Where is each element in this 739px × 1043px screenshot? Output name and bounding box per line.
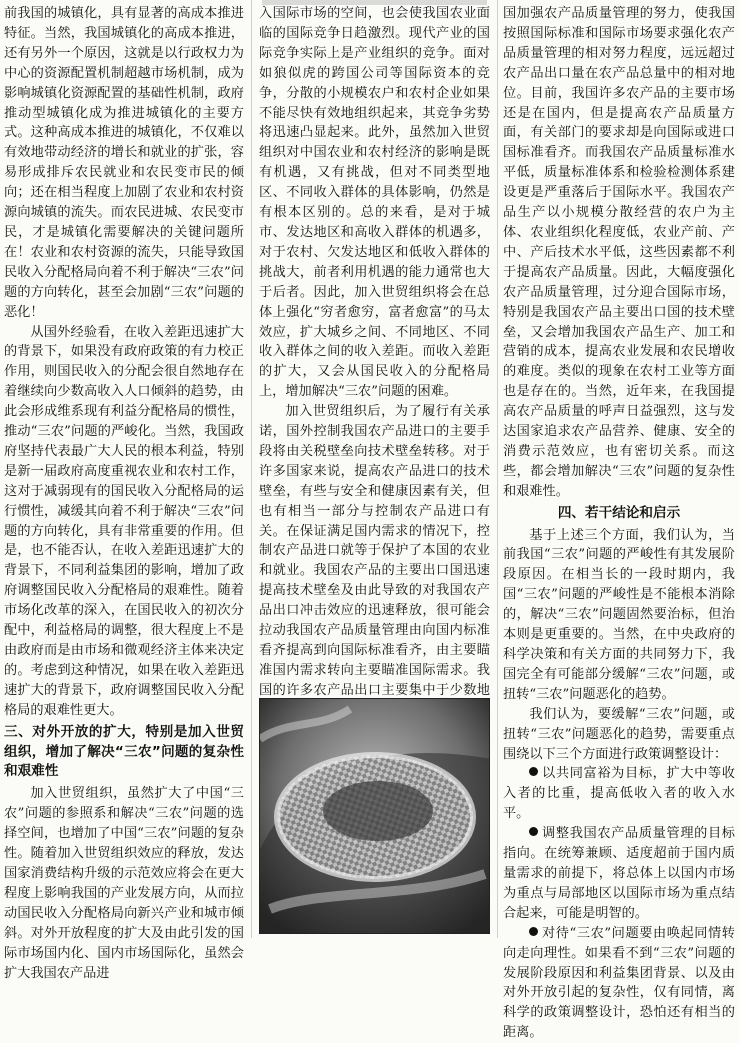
section-heading-4: 四、若干结论和启示	[557, 504, 681, 521]
bullet-dot-icon	[529, 767, 538, 776]
bullet-item: 调整我国农产品质量管理的目标指向。在统筹兼顾、适度超前于国内质量需求的前提下，将总体上以国内市场为重点与局部地区以国际市场为重点结合起来，可能是明智的。	[503, 826, 735, 921]
article-column-3	[503, 4, 735, 1043]
bullet-item: 对待“三农”问题要由唤起同情转向走向理性。如果看不到“三农”问题的发展阶段原因和利益集团背景、以及由对外开放引起的复杂性，仅有同情，离科学的政策调整设计，恐怕还有相当的距离。	[503, 925, 735, 1041]
article-column-1	[4, 4, 244, 983]
paragraph: 加入世贸组织后，为了履行有关承诺，国外控制我国农产品进口的主要手段将由关税壁垒向技术壁垒转移。对于许多国家来说，提高农产品进口的技术壁垒，有些与安全和健康因素有关，但也有相当一部分与控制农产品进口有关。在保证满足国内需求的情况下，控制农产品进口就等于保护了本国的农业和就业。我国农产品的主要出口国迅速提高技术壁垒及由此导致的对我国农产品出口冲击效应的迅速释放，很可能会拉动我国农产品质量管理由向国内标准看齐提高到向国际标准看齐，由主要瞄准国内需求转向主要瞄准国际需求。我国的许多农产品出口主要集中于少数地	[259, 404, 490, 698]
woven-basket-photo	[260, 699, 490, 934]
illustration-photo	[259, 698, 490, 934]
section-heading-3: 三、对外开放的扩大，特别是加入世贸组织，增加了解决“三农”问题的复杂性和艰难性	[4, 723, 244, 780]
article-column-2	[259, 4, 490, 760]
paragraph: 国加强农产品质量管理的努力，使我国按照国际标准和国际市场要求强化农产品质量管理的相对努力程度，远远超过农产品出口量在农产品总量中的相对地位。目前，我国许多农产品的主要市场还是在国内，但是提高农产品质量方面，有关部门的要求却是向国际或进口国标准看齐。而我国农产品质量标准水平低，质量标准体系和检验检测体系建设更是严重落后于国际水平。我国农产品生产以小规模分散经营的农户为主体、农业组织化程度低，农业产前、产中、产后技术水平低，这些因素都不利于提高农产品质量。因此，大幅度强化农产品质量管理，过分迎合国际市场，特别是我国农产品主要出口国的技术壁垒，又会增加我国农产品生产、加工和营销的成本，提高农业发展和农民增收的难度。类似的现象在农村工业等方面也是存在的。当然，近年来，在我国提高农产品质量的呼声日益强烈，这与发达国家追求农产品营养、健康、安全的消费示范效应，也有密切关系。而这些，都会增加解决“三农”问题的复杂性和艰难性。	[503, 6, 735, 499]
bullet-dot-icon	[529, 827, 538, 836]
paragraph: 基于上述三个方面，我们认为，当前我国“三农”问题的严峻性有其发展阶段原因。在相当长的一段时期内，我国“三农”问题的严峻性是不能根本消除的，解决“三农”问题固然要治标，但治本则是更重要的。当然，在中央政府的科学决策和有关方面的共同努力下，我国完全有可能部分缓解“三农”问题，或扭转“三农”问题恶化的趋势。	[503, 527, 735, 702]
bullet-item: 以共同富裕为目标，扩大中等收入者的比重，提高低收入者的收入水平。	[503, 766, 735, 822]
paragraph: 我们认为，要缓解“三农”问题，或扭转“三农”问题恶化的趋势，需要重点围绕以下三个方面进行政策调整设计：	[503, 706, 735, 762]
column-divider	[251, 0, 252, 938]
paragraph: 从国外经验看，在收入差距迅速扩大的背景下，如果没有政府政策的有力校正作用，则国民收入的分配会很自然地存在着继续向少数高收入人口倾斜的趋势，由此会形成维系现有利益分配格局的惯性，推动“三农”问题的严峻化。当然，我国政府坚持代表最广大人民的根本利益，特别是新一届政府高度重视农业和农村工作，这对于减弱现有的国民收入分配格局的运行惯性，减缓其向着不利于解决“三农”问题的方向转化，具有非常重要的作用。但是，也不能否认，在收入差距迅速扩大的背景下，不同利益集团的影响，增加了政府调整国民收入分配格局的艰难性。随着市场化改革的深入，在国民收入的初次分配中，利益格局的调整，很大程度上不是由政府而是由市场和微观经济主体来决定的。考虑到这种情况，如果在收入差距迅速扩大的背景下，政府调整国民收入分配格局的艰难性更大。	[4, 324, 244, 718]
column-divider	[497, 0, 498, 938]
bullet-dot-icon	[529, 927, 538, 936]
paragraph: 入国际市场的空间，也会使我国农业面临的国际竞争日趋激烈。现代产业的国际竞争实际上是产业组织的竞争。面对如狼似虎的跨国公司等国际资本的竞争，分散的小规模农户和农村企业如果不能尽快有效地组织起来，其竞争劣势将迅速凸显起来。此外，虽然加入世贸组织对中国农业和农村经济的影响是既有机遇，又有挑战，但对不同类型地区、不同收入群体的具体影响，仍然是有根本区别的。总的来看，是对于城市、发达地区和高收入群体的机遇多，对于农村、欠发达地区和低收入群体的挑战大，前者利用机遇的能力通常也大于后者。因此，加入世贸组织将会在总体上强化“穷者愈穷，富者愈富”的马太效应，扩大城乡之间、不同地区、不同收入群体之间的收入差距。而收入差距的扩大，又会从国民收入的分配格局上，增加解决“三农”问题的困难。	[259, 6, 490, 400]
paragraph: 加入世贸组织，虽然扩大了中国“三农”问题的参照系和解决“三农”问题的选择空间，也增加了中国“三农”问题的复杂性。随着加入世贸组织效应的释放，发达国家消费结构升级的示范效应将会在更大程度上影响我国的产业发展方向，从而拉动国民收入分配格局向新兴产业和城市倾斜。对外开放程度的扩大及由此引发的国际市场国内化、国内市场国际化，虽然会扩大我国农产品进	[4, 786, 244, 981]
paragraph: 前我国的城镇化，具有显著的高成本推进特征。当然，我国城镇化的高成本推进，还有另外一个原因，这就是以行政权力为中心的资源配置机制超越市场机制，成为影响城镇化资源配置的基础性机制，政府推动型城镇化成为推进城镇化的主要方式。这种高成本推进的城镇化，不仅难以有效地带动经济的增长和就业的扩张，容易形成排斥农民就业和农民变市民的倾向；还在相当程度上加剧了农业和农村资源向城镇的流失。而农民进城、农民变市民，才是城镇化需要解决的关键问题所在！农业和农村资源的流失，只能导致国民收入分配格局向着不利于解决“三农”问题的方向转化，甚至会加剧“三农”问题的恶化！	[4, 6, 244, 320]
